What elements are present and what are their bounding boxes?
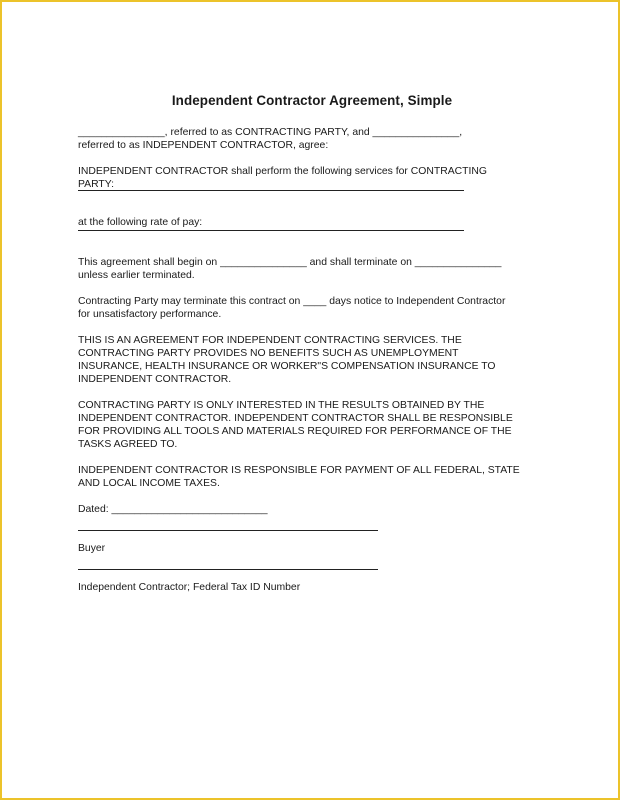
buyer-label: Buyer (78, 543, 106, 554)
parties-line-2: referred to as INDEPENDENT CONTRACTOR, agree: (78, 140, 329, 151)
results-line-1: CONTRACTING PARTY IS ONLY INTERESTED IN THE RESULTS OBTAINED BY THE (78, 400, 485, 411)
benefits-line-4: INDEPENDENT CONTRACTOR. (78, 374, 232, 385)
termination-line-2: for unsatisfactory performance. (78, 309, 222, 320)
benefits-line-2: CONTRACTING PARTY PROVIDES NO BENEFITS SUCH AS UNEMPLOYMENT (78, 348, 459, 359)
results-line-3: FOR PROVIDING ALL TOOLS AND MATERIALS REQUIRED FOR PERFORMANCE OF THE (78, 426, 512, 437)
services-blank-line (78, 189, 464, 191)
contractor-signature-line (78, 568, 378, 570)
services-line-2: PARTY: (78, 179, 114, 190)
document-title: Independent Contractor Agreement, Simple (171, 93, 453, 108)
services-line-1: INDEPENDENT CONTRACTOR shall perform the following services for CONTRACTING (78, 166, 487, 177)
results-line-2: INDEPENDENT CONTRACTOR. INDEPENDENT CONTRACTOR SHALL BE RESPONSIBLE (78, 413, 513, 424)
parties-line-1: _______________, referred to as CONTRACTING PARTY, and _______________, (78, 127, 463, 138)
results-line-4: TASKS AGREED TO. (78, 439, 178, 450)
taxes-line-2: AND LOCAL INCOME TAXES. (78, 478, 220, 489)
termination-line-1: Contracting Party may terminate this contract on ____ days notice to Independent Contractor (78, 296, 506, 307)
contractor-label: Independent Contractor; Federal Tax ID Number (78, 582, 301, 593)
rate-blank-line (78, 229, 464, 231)
taxes-line-1: INDEPENDENT CONTRACTOR IS RESPONSIBLE FOR PAYMENT OF ALL FEDERAL, STATE (78, 465, 520, 476)
benefits-line-3: INSURANCE, HEALTH INSURANCE OR WORKER"S COMPENSATION INSURANCE TO (78, 361, 496, 372)
benefits-line-1: THIS IS AN AGREEMENT FOR INDEPENDENT CONTRACTING SERVICES. THE (78, 335, 462, 346)
rate-label: at the following rate of pay: (78, 217, 203, 228)
buyer-signature-line (78, 529, 378, 531)
term-line-1: This agreement shall begin on _______________ and shall terminate on _______________ (78, 257, 502, 268)
dated-field: Dated: ___________________________ (78, 504, 268, 515)
term-line-2: unless earlier terminated. (78, 270, 195, 281)
